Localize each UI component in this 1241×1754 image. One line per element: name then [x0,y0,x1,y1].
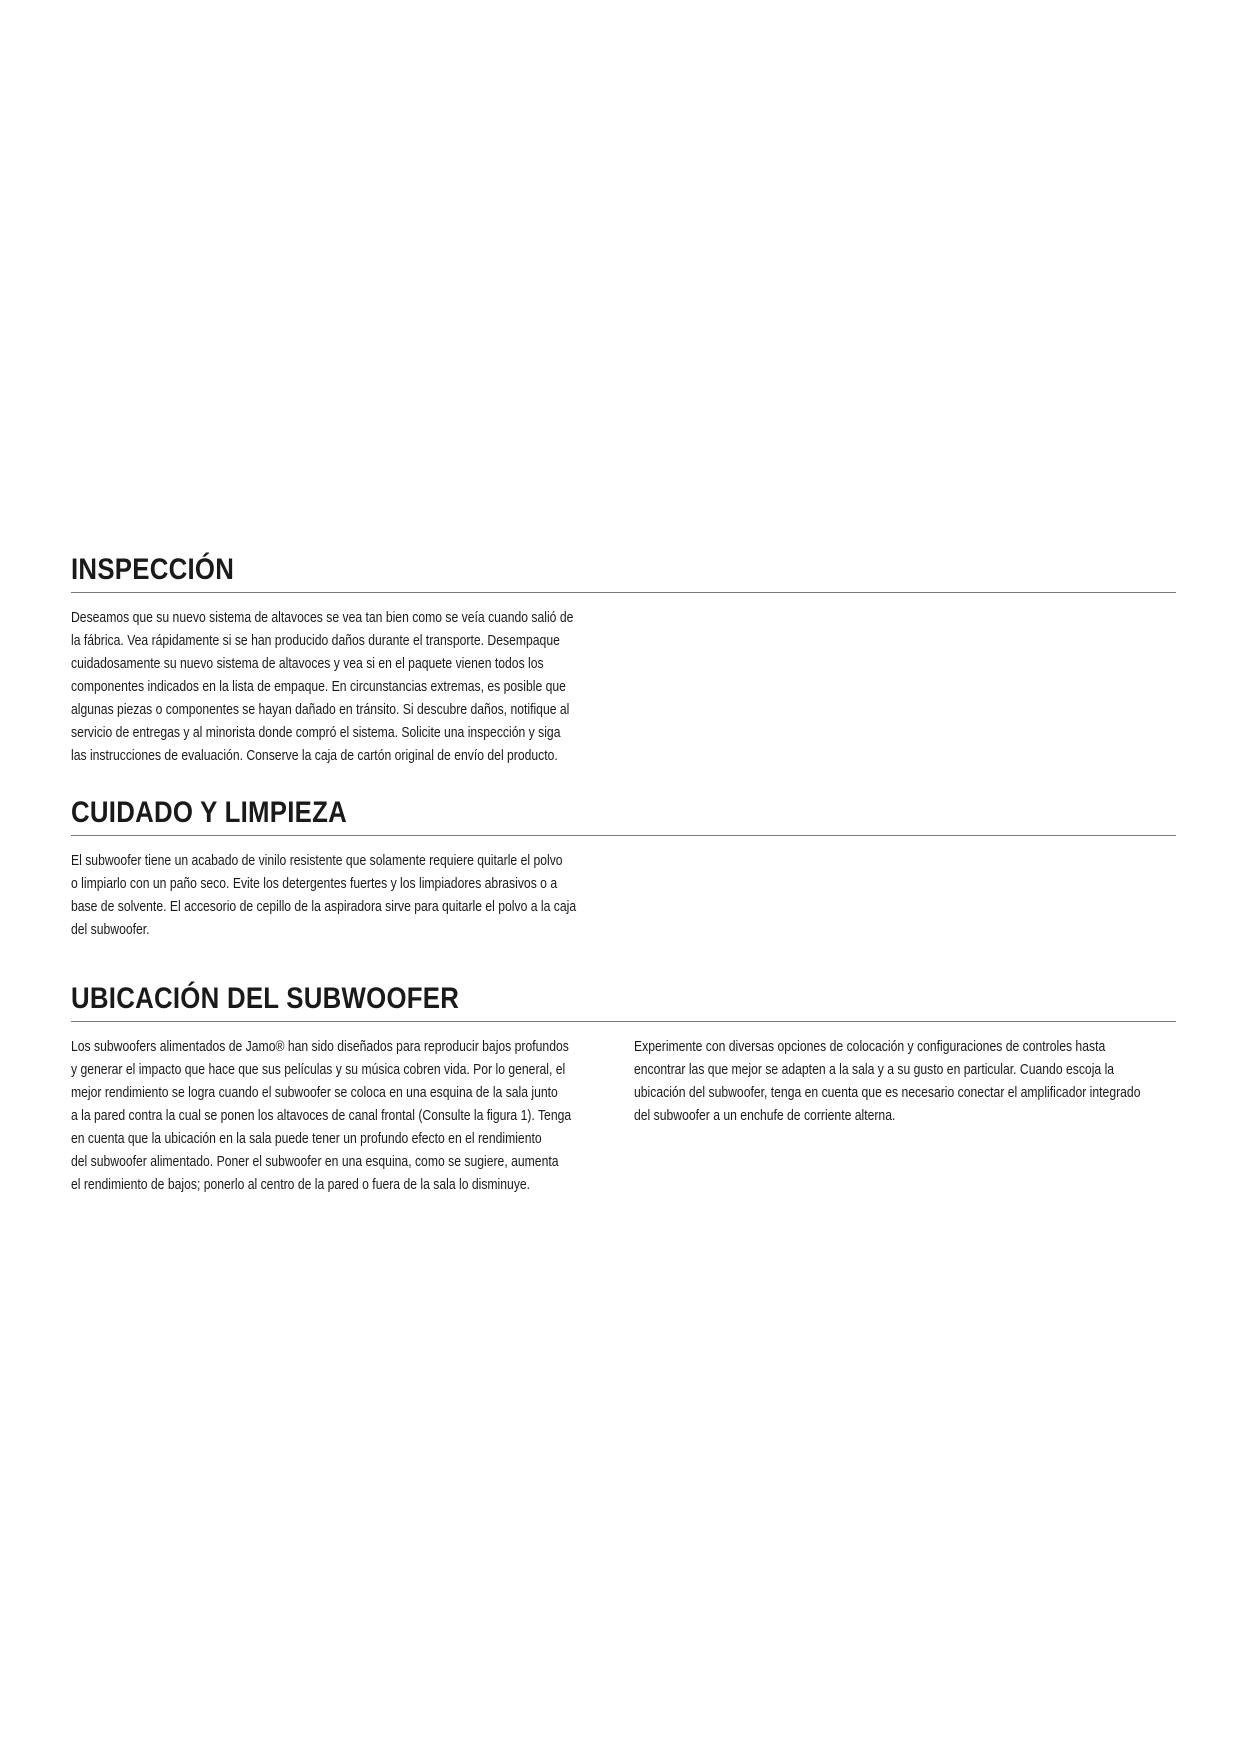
text-line: ubicación del subwoofer, tenga en cuenta que es necesario conectar el amplificador integrado [634,1085,1141,1101]
section-ubicacion-subwoofer [71,981,1176,1193]
text-line: la fábrica. Vea rápidamente si se han producido daños durante el transporte. Desempaque [71,633,560,649]
text-line: algunas piezas o componentes se hayan dañado en tránsito. Si descubre daños, notifique al [71,702,570,718]
paragraph-ubicacion-right [634,1036,1241,1128]
paragraph-cuidado-limpieza [71,850,706,942]
text-line: mejor rendimiento se logra cuando el subwoofer se coloca en una esquina de la sala junto [71,1085,558,1101]
heading-inspeccion: INSPECCIÓN [71,552,1176,593]
text-line: base de solvente. El accesorio de cepillo de la aspiradora sirve para quitarle el polvo a la caja [71,899,577,915]
text-line: el rendimiento de bajos; ponerlo al centro de la pared o fuera de la sala lo disminuye. [71,1177,531,1193]
paragraph-inspeccion [71,607,706,768]
text-line: encontrar las que mejor se adapten a la sala y a su gusto en particular. Cuando escoja la [634,1062,1115,1078]
text-line: las instrucciones de evaluación. Conserve la caja de cartón original de envío del producto. [71,748,558,764]
text-line: o limpiarlo con un paño seco. Evite los detergentes fuertes y los limpiadores abrasivos o a [71,876,558,892]
text-line: del subwoofer alimentado. Poner el subwoofer en una esquina, como se sugiere, aumenta [71,1154,559,1170]
text-line: del subwoofer. [71,922,150,938]
heading-ubicacion-subwoofer: UBICACIÓN DEL SUBWOOFER [71,981,1176,1022]
paragraph-ubicacion-left [71,1036,706,1197]
text-line: Deseamos que su nuevo sistema de altavoces se vea tan bien como se veía cuando salió de [71,610,574,626]
text-line: en cuenta que la ubicación en la sala puede tener un profundo efecto en el rendimiento [71,1131,542,1147]
text-line: Los subwoofers alimentados de Jamo® han sido diseñados para reproducir bajos profundos [71,1039,569,1055]
text-line: y generar el impacto que hace que sus películas y su música cobren vida. Por lo general, el [71,1062,566,1078]
text-line: cuidadosamente su nuevo sistema de altavoces y vea si en el paquete vienen todos los [71,656,544,672]
text-line: El subwoofer tiene un acabado de vinilo resistente que solamente requiere quitarle el polvo [71,853,563,869]
text-line: servicio de entregas y al minorista donde compró el sistema. Solicite una inspección y siga [71,725,561,741]
text-line: a la pared contra la cual se ponen los altavoces de canal frontal (Consulte la figura 1). Tenga [71,1108,572,1124]
text-line: del subwoofer a un enchufe de corriente alterna. [634,1108,896,1124]
section-cuidado-limpieza [71,795,1176,938]
text-line: componentes indicados en la lista de empaque. En circunstancias extremas, es posible que [71,679,566,695]
text-line: Experimente con diversas opciones de colocación y configuraciones de controles hasta [634,1039,1106,1055]
section-inspeccion [71,552,1176,764]
heading-cuidado-limpieza: CUIDADO Y LIMPIEZA [71,795,1176,836]
